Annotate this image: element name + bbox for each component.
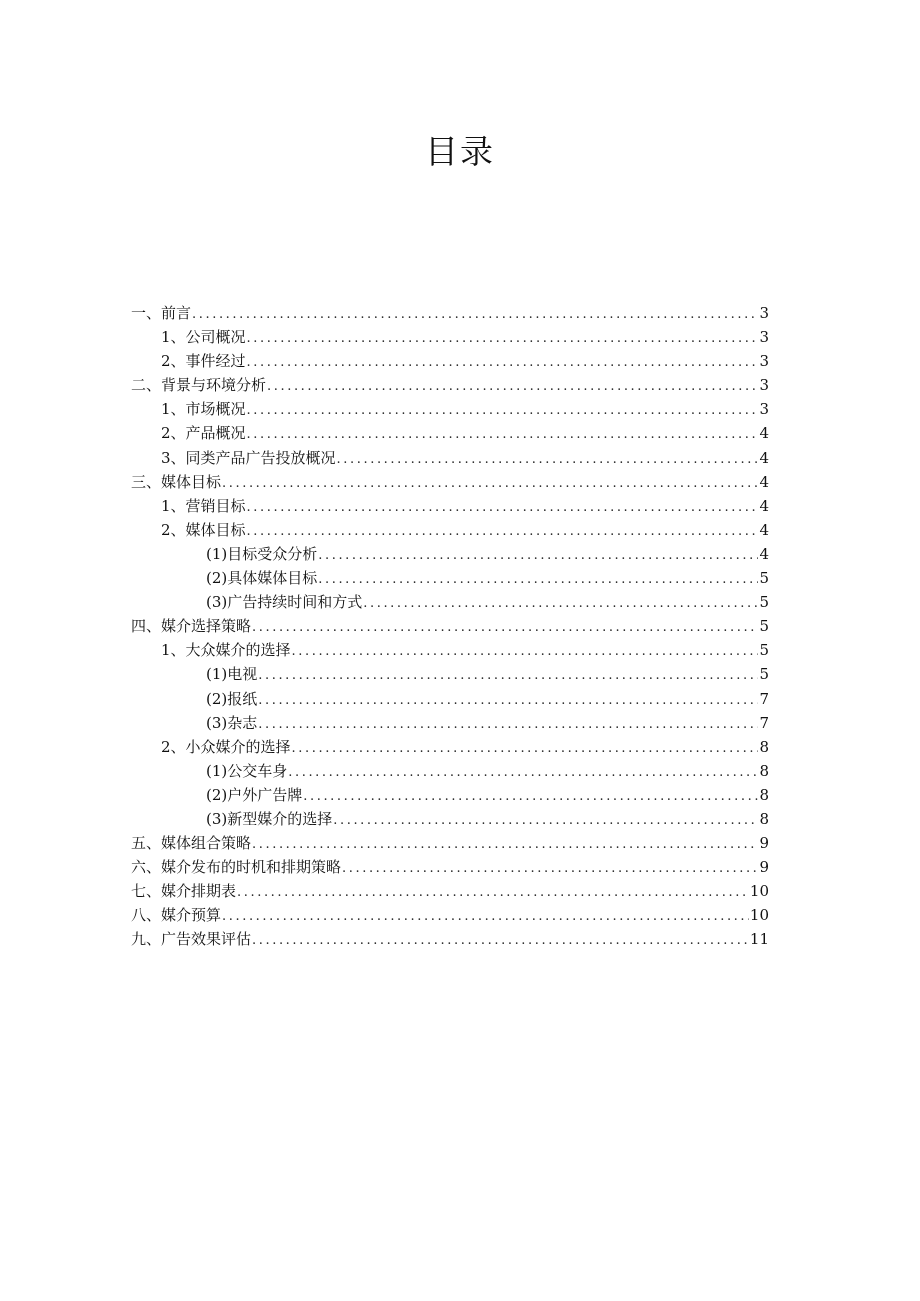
toc-entry[interactable] <box>131 662 769 686</box>
toc-dot-leader <box>258 689 758 713</box>
toc-dot-leader <box>342 857 758 881</box>
toc-dot-leader <box>288 761 758 785</box>
toc-entry-label: 2、事件经过 <box>161 352 246 371</box>
toc-dot-leader <box>318 544 758 568</box>
toc-entry[interactable] <box>131 783 769 807</box>
toc-entry[interactable] <box>131 759 769 783</box>
toc-entry-label: 四、媒介选择策略 <box>131 617 252 636</box>
toc-dot-leader <box>247 520 759 544</box>
toc-entry-page-number: 10 <box>749 882 769 901</box>
toc-entry-page-number: 9 <box>759 858 769 877</box>
page-title: 目录 <box>425 132 495 171</box>
toc-entry-label: 1、大众媒介的选择 <box>161 641 291 660</box>
toc-entry-label: (1)公交车身 <box>206 761 288 780</box>
toc-entry-label: (2)具体媒体目标 <box>206 569 318 588</box>
toc-entry-page-number: 4 <box>759 448 769 467</box>
toc-dot-leader <box>247 351 759 375</box>
toc-entry-label: (1)电视 <box>206 665 258 684</box>
toc-dot-leader <box>222 472 758 496</box>
toc-entry[interactable] <box>131 687 769 711</box>
toc-entry-page-number: 9 <box>759 834 769 853</box>
toc-entry-label: 九、广告效果评估 <box>131 930 252 949</box>
toc-dot-leader <box>318 568 758 592</box>
toc-dot-leader <box>267 375 758 399</box>
toc-entry-page-number: 11 <box>749 930 769 949</box>
toc-entry[interactable] <box>131 373 769 397</box>
toc-entry-page-number: 8 <box>759 809 769 828</box>
toc-dot-leader <box>258 713 758 737</box>
toc-entry[interactable] <box>131 614 769 638</box>
toc-entry-label: 1、公司概况 <box>161 328 246 347</box>
toc-entry[interactable] <box>131 349 769 373</box>
toc-dot-leader <box>252 833 758 857</box>
toc-entry[interactable] <box>131 903 769 927</box>
toc-entry[interactable] <box>131 301 769 325</box>
toc-entry-label: 八、媒介预算 <box>131 906 222 925</box>
toc-entry[interactable] <box>131 494 769 518</box>
toc-dot-leader <box>252 616 758 640</box>
toc-dot-leader <box>363 592 758 616</box>
toc-dot-leader <box>247 496 759 520</box>
toc-entry-label: (1)目标受众分析 <box>206 544 318 563</box>
toc-entry[interactable] <box>131 518 769 542</box>
toc-entry[interactable] <box>131 325 769 349</box>
toc-entry-page-number: 7 <box>759 689 769 708</box>
toc-entry-label: 二、背景与环境分析 <box>131 376 267 395</box>
toc-entry[interactable] <box>131 831 769 855</box>
toc-entry-page-number: 8 <box>759 785 769 804</box>
toc-entry-page-number: 3 <box>759 304 769 322</box>
toc-dot-leader <box>247 423 759 447</box>
toc-entry-label: (3)新型媒介的选择 <box>206 809 333 828</box>
toc-entry-label: (2)报纸 <box>206 689 258 708</box>
toc-entry-label: 一、前言 <box>131 304 192 322</box>
toc-entry-page-number: 3 <box>759 328 769 347</box>
toc-entry-page-number: 5 <box>759 593 769 612</box>
toc-entry[interactable] <box>131 927 769 951</box>
toc-entry[interactable] <box>131 446 769 470</box>
toc-entry[interactable] <box>131 566 769 590</box>
toc-dot-leader <box>258 664 758 688</box>
toc-entry-page-number: 5 <box>759 569 769 588</box>
toc-dot-leader <box>192 303 758 327</box>
toc-entry-label: 六、媒介发布的时机和排期策略 <box>131 858 342 877</box>
toc-entry-page-number: 10 <box>749 906 769 925</box>
toc-dot-leader <box>292 640 759 664</box>
toc-dot-leader <box>252 929 749 953</box>
toc-dot-leader <box>247 399 759 423</box>
toc-entry[interactable] <box>131 638 769 662</box>
toc-entry[interactable] <box>131 542 769 566</box>
toc-entry-label: (3)杂志 <box>206 713 258 732</box>
toc-entry-page-number: 3 <box>759 400 769 419</box>
toc-entry-page-number: 7 <box>759 713 769 732</box>
toc-dot-leader <box>292 737 759 761</box>
toc-entry-label: 2、产品概况 <box>161 424 246 443</box>
toc-entry-label: 3、同类产品广告投放概况 <box>161 448 336 467</box>
toc-entry-page-number: 4 <box>759 472 769 491</box>
toc-entry-label: 五、媒体组合策略 <box>131 834 252 853</box>
toc-entry-label: 三、媒体目标 <box>131 472 222 491</box>
toc-entry-page-number: 5 <box>759 665 769 684</box>
toc-entry-page-number: 3 <box>759 352 769 371</box>
toc-entry-page-number: 4 <box>759 544 769 563</box>
toc-dot-leader <box>222 905 749 929</box>
toc-entry-label: (2)户外广告牌 <box>206 785 303 804</box>
toc-entry[interactable] <box>131 397 769 421</box>
toc-entry-page-number: 3 <box>759 376 769 395</box>
toc-entry[interactable] <box>131 470 769 494</box>
toc-entry-page-number: 8 <box>759 737 769 756</box>
toc-entry[interactable] <box>131 421 769 445</box>
toc-dot-leader <box>237 881 749 905</box>
table-of-contents <box>131 301 769 952</box>
toc-entry[interactable] <box>131 879 769 903</box>
toc-entry-label: 七、媒介排期表 <box>131 882 237 901</box>
toc-entry-page-number: 4 <box>759 424 769 443</box>
toc-dot-leader <box>247 327 759 351</box>
toc-dot-leader <box>333 809 758 833</box>
toc-entry-label: 2、小众媒介的选择 <box>161 737 291 756</box>
toc-entry[interactable] <box>131 590 769 614</box>
toc-entry[interactable] <box>131 807 769 831</box>
toc-entry[interactable] <box>131 735 769 759</box>
toc-entry[interactable] <box>131 855 769 879</box>
toc-entry[interactable] <box>131 711 769 735</box>
toc-entry-label: 1、营销目标 <box>161 496 246 515</box>
toc-entry-label: 1、市场概况 <box>161 400 246 419</box>
toc-dot-leader <box>337 448 759 472</box>
toc-entry-page-number: 5 <box>759 641 769 660</box>
toc-entry-page-number: 4 <box>759 496 769 515</box>
toc-dot-leader <box>303 785 758 809</box>
toc-entry-page-number: 4 <box>759 520 769 539</box>
toc-entry-page-number: 8 <box>759 761 769 780</box>
toc-entry-label: 2、媒体目标 <box>161 520 246 539</box>
toc-entry-label: (3)广告持续时间和方式 <box>206 593 363 612</box>
toc-entry-page-number: 5 <box>759 617 769 636</box>
